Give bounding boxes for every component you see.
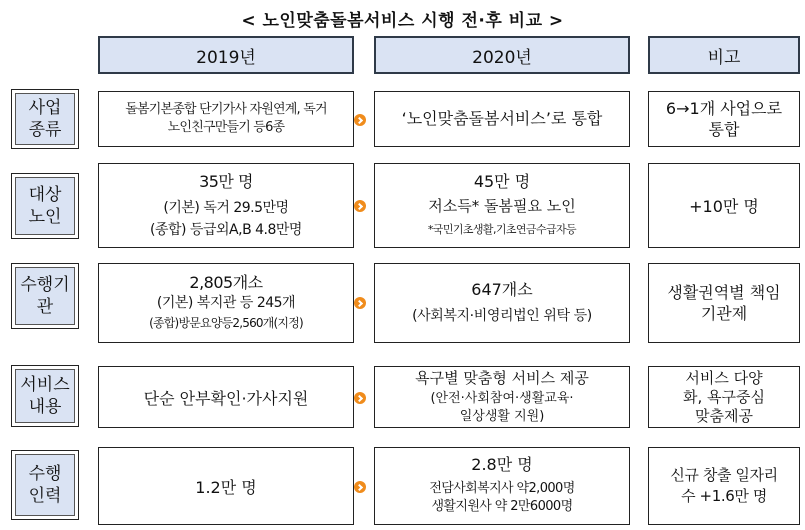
cell-line: 신규 창출 일자리 — [670, 466, 778, 484]
cell-2019-service — [98, 366, 354, 428]
page-title: < 노인맞춤돌봄서비스 시행 전·후 비교 > — [241, 11, 564, 31]
cell-line: (기본) 독거 29.5만명 — [163, 199, 289, 216]
arrow-right-icon — [354, 114, 366, 126]
cell-line: 35만 명 — [199, 171, 253, 191]
arrow-right-icon — [354, 200, 366, 212]
cell-line: (기본) 복지관 등 245개 — [156, 295, 296, 311]
cell-line: (안전·사회참여·생활교육· — [430, 390, 574, 406]
cell-line: 일상생활 지원) — [459, 408, 545, 424]
header-2020: 2020년 — [374, 36, 630, 74]
cell-note-workforce — [648, 447, 800, 525]
cell-line: 단순 안부확인·가사지원 — [143, 388, 309, 408]
header-2019: 2019년 — [98, 36, 354, 74]
cell-2019-target-elderly — [98, 163, 354, 248]
cell-note-target-elderly — [648, 163, 800, 248]
cell-line: 욕구별 맞춤형 서비스 제공 — [415, 368, 589, 387]
category-label: 수행기 관 — [15, 267, 75, 325]
cell-line: 2,805개소 — [189, 273, 263, 292]
cell-line: 기관제 — [700, 304, 748, 323]
cell-line: 노인친구만들기 등6종 — [167, 120, 285, 135]
cell-line: 생활지원사 약 2만6000명 — [431, 499, 573, 514]
row-category-service — [11, 365, 79, 427]
row-category-workforce — [11, 450, 79, 520]
cell-2019-business-type — [98, 91, 354, 147]
row-category-business-type — [11, 89, 79, 149]
cell-2020-business-type — [374, 91, 630, 147]
cell-2020-workforce — [374, 447, 630, 525]
cell-line: *국민기초생활,기초연금수급자등 — [427, 222, 577, 236]
cell-line: 서비스 다양 — [685, 368, 763, 387]
cell-line: +10만 명 — [689, 197, 759, 216]
cell-note-service — [648, 366, 800, 428]
cell-line: 맞춤제공 — [695, 406, 753, 425]
cell-line: 45만 명 — [473, 171, 531, 191]
header-note: 비고 — [648, 36, 800, 74]
cell-line: 통합 — [708, 120, 740, 139]
cell-line: 수 +1.6만 명 — [681, 487, 767, 505]
cell-note-business-type — [648, 91, 800, 147]
category-label: 대상 노인 — [15, 177, 75, 235]
category-label: 사업 종류 — [15, 93, 75, 145]
arrow-right-icon — [354, 481, 366, 493]
category-label: 서비스 내용 — [15, 369, 75, 423]
cell-line: 돌봄기본종합 단기가사 자원연계, 독거 — [125, 102, 327, 117]
cell-2020-service — [374, 366, 630, 428]
category-label: 수행 인력 — [15, 454, 75, 516]
cell-line: 2.8만 명 — [471, 455, 533, 474]
cell-line: ‘노인맞춤돌봄서비스’로 통합 — [401, 109, 603, 128]
cell-line: (종합) 등급외A,B 4.8만명 — [150, 221, 302, 238]
cell-line: 647개소 — [471, 280, 533, 299]
cell-line: 1.2만 명 — [195, 477, 257, 497]
cell-2020-agency — [374, 263, 630, 343]
row-category-target-elderly — [11, 173, 79, 239]
cell-2019-workforce — [98, 447, 354, 525]
cell-line: 생활권역별 책임 — [667, 283, 781, 302]
cell-line: 전담사회복지사 약2,000명 — [429, 481, 575, 496]
row-category-agency — [11, 263, 79, 329]
cell-line: (사회복지·비영리법인 위탁 등) — [412, 308, 592, 324]
cell-line: (종합)방문요양등2,560개(지정) — [149, 316, 303, 330]
cell-2020-target-elderly — [374, 163, 630, 248]
cell-line: 화, 욕구중심 — [683, 387, 765, 406]
arrow-right-icon — [354, 392, 366, 404]
cell-note-agency — [648, 263, 800, 343]
cell-2019-agency — [98, 263, 354, 343]
cell-line: 6→1개 사업으로 — [665, 99, 783, 118]
cell-line: 저소득* 돌봄필요 노인 — [428, 196, 576, 215]
arrow-right-icon — [354, 297, 366, 309]
